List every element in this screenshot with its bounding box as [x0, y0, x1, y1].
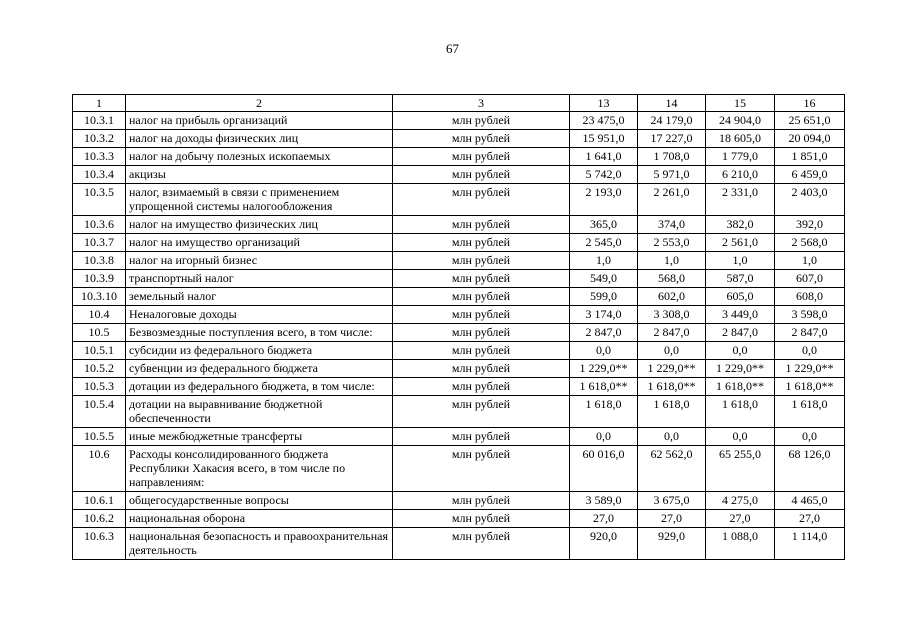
row-value: 4 465,0 — [775, 492, 845, 510]
row-value: 0,0 — [570, 428, 638, 446]
row-name: национальная оборона — [126, 510, 393, 528]
row-unit: млн рублей — [393, 360, 570, 378]
page-number: 67 — [446, 41, 459, 56]
row-value: 0,0 — [570, 342, 638, 360]
row-value: 2 403,0 — [775, 184, 845, 216]
row-code: 10.3.6 — [73, 216, 126, 234]
row-name: налог на имущество физических лиц — [126, 216, 393, 234]
column-header: 13 — [570, 95, 638, 112]
row-value: 27,0 — [638, 510, 706, 528]
table-row — [73, 510, 845, 528]
header-row — [73, 95, 845, 112]
row-name: транспортный налог — [126, 270, 393, 288]
row-value: 929,0 — [638, 528, 706, 560]
row-value: 1 088,0 — [706, 528, 775, 560]
row-code: 10.3.3 — [73, 148, 126, 166]
row-value: 382,0 — [706, 216, 775, 234]
row-code: 10.3.10 — [73, 288, 126, 306]
row-value: 68 126,0 — [775, 446, 845, 492]
row-unit: млн рублей — [393, 492, 570, 510]
row-code: 10.6.3 — [73, 528, 126, 560]
row-unit: млн рублей — [393, 270, 570, 288]
row-value: 1 618,0** — [570, 378, 638, 396]
row-value: 65 255,0 — [706, 446, 775, 492]
row-value: 6 210,0 — [706, 166, 775, 184]
column-header: 3 — [393, 95, 570, 112]
table-row — [73, 288, 845, 306]
row-value: 605,0 — [706, 288, 775, 306]
row-value: 365,0 — [570, 216, 638, 234]
row-value: 602,0 — [638, 288, 706, 306]
row-value: 3 449,0 — [706, 306, 775, 324]
row-name: налог на игорный бизнес — [126, 252, 393, 270]
table-row — [73, 492, 845, 510]
row-value: 17 227,0 — [638, 130, 706, 148]
row-code: 10.3.8 — [73, 252, 126, 270]
row-code: 10.5.3 — [73, 378, 126, 396]
row-value: 2 261,0 — [638, 184, 706, 216]
row-value: 18 605,0 — [706, 130, 775, 148]
row-value: 2 847,0 — [775, 324, 845, 342]
row-value: 5 742,0 — [570, 166, 638, 184]
table-row — [73, 342, 845, 360]
row-value: 2 545,0 — [570, 234, 638, 252]
row-value: 1 618,0** — [706, 378, 775, 396]
row-value: 2 553,0 — [638, 234, 706, 252]
row-value: 549,0 — [570, 270, 638, 288]
row-value: 2 568,0 — [775, 234, 845, 252]
row-code: 10.5 — [73, 324, 126, 342]
row-name: дотации на выравнивание бюджетной обеспеченности — [126, 396, 393, 428]
row-unit: млн рублей — [393, 528, 570, 560]
row-value: 1 618,0 — [638, 396, 706, 428]
row-name: субсидии из федерального бюджета — [126, 342, 393, 360]
row-unit: млн рублей — [393, 216, 570, 234]
table-row — [73, 360, 845, 378]
table-row — [73, 130, 845, 148]
row-name: акцизы — [126, 166, 393, 184]
row-name: налог на имущество организаций — [126, 234, 393, 252]
row-code: 10.5.2 — [73, 360, 126, 378]
row-unit: млн рублей — [393, 166, 570, 184]
row-name: земельный налог — [126, 288, 393, 306]
row-value: 1,0 — [570, 252, 638, 270]
row-unit: млн рублей — [393, 306, 570, 324]
row-unit: млн рублей — [393, 288, 570, 306]
row-unit: млн рублей — [393, 112, 570, 130]
row-name: общегосударственные вопросы — [126, 492, 393, 510]
row-value: 1 618,0 — [775, 396, 845, 428]
row-value: 23 475,0 — [570, 112, 638, 130]
row-value: 27,0 — [570, 510, 638, 528]
row-value: 920,0 — [570, 528, 638, 560]
column-header: 1 — [73, 95, 126, 112]
row-value: 2 331,0 — [706, 184, 775, 216]
row-value: 374,0 — [638, 216, 706, 234]
row-name: Неналоговые доходы — [126, 306, 393, 324]
row-code: 10.3.5 — [73, 184, 126, 216]
row-unit: млн рублей — [393, 378, 570, 396]
row-value: 3 675,0 — [638, 492, 706, 510]
table-row — [73, 166, 845, 184]
row-unit: млн рублей — [393, 342, 570, 360]
row-value: 1 229,0** — [775, 360, 845, 378]
row-value: 1 779,0 — [706, 148, 775, 166]
row-name: иные межбюджетные трансферты — [126, 428, 393, 446]
row-value: 1 618,0** — [775, 378, 845, 396]
row-value: 1,0 — [775, 252, 845, 270]
row-name: налог на добычу полезных ископаемых — [126, 148, 393, 166]
column-header: 16 — [775, 95, 845, 112]
row-unit: млн рублей — [393, 130, 570, 148]
row-value: 62 562,0 — [638, 446, 706, 492]
row-code: 10.5.1 — [73, 342, 126, 360]
row-code: 10.3.4 — [73, 166, 126, 184]
row-value: 0,0 — [706, 342, 775, 360]
row-value: 1 618,0 — [706, 396, 775, 428]
table-row — [73, 184, 845, 216]
table-body — [73, 112, 845, 560]
row-code: 10.6.1 — [73, 492, 126, 510]
row-unit: млн рублей — [393, 252, 570, 270]
table-row — [73, 216, 845, 234]
row-value: 2 193,0 — [570, 184, 638, 216]
row-name: налог на доходы физических лиц — [126, 130, 393, 148]
row-unit: млн рублей — [393, 148, 570, 166]
row-value: 587,0 — [706, 270, 775, 288]
row-value: 3 308,0 — [638, 306, 706, 324]
row-value: 1 229,0** — [570, 360, 638, 378]
row-value: 1 618,0 — [570, 396, 638, 428]
row-code: 10.4 — [73, 306, 126, 324]
row-value: 607,0 — [775, 270, 845, 288]
table-row — [73, 234, 845, 252]
row-unit: млн рублей — [393, 184, 570, 216]
row-unit: млн рублей — [393, 510, 570, 528]
row-name: субвенции из федерального бюджета — [126, 360, 393, 378]
row-value: 3 598,0 — [775, 306, 845, 324]
row-value: 1 229,0** — [706, 360, 775, 378]
table-row — [73, 396, 845, 428]
row-unit: млн рублей — [393, 324, 570, 342]
row-value: 0,0 — [706, 428, 775, 446]
table-row — [73, 148, 845, 166]
row-unit: млн рублей — [393, 396, 570, 428]
row-value: 568,0 — [638, 270, 706, 288]
row-value: 15 951,0 — [570, 130, 638, 148]
row-value: 20 094,0 — [775, 130, 845, 148]
row-value: 24 904,0 — [706, 112, 775, 130]
column-header: 15 — [706, 95, 775, 112]
row-value: 1,0 — [638, 252, 706, 270]
row-value: 5 971,0 — [638, 166, 706, 184]
row-value: 2 847,0 — [638, 324, 706, 342]
row-value: 392,0 — [775, 216, 845, 234]
row-code: 10.5.4 — [73, 396, 126, 428]
row-value: 0,0 — [775, 342, 845, 360]
row-name: Безвозмездные поступления всего, в том числе: — [126, 324, 393, 342]
row-value: 25 651,0 — [775, 112, 845, 130]
row-code: 10.3.2 — [73, 130, 126, 148]
row-value: 3 174,0 — [570, 306, 638, 324]
row-code: 10.3.7 — [73, 234, 126, 252]
row-value: 0,0 — [638, 342, 706, 360]
row-value: 4 275,0 — [706, 492, 775, 510]
row-value: 27,0 — [706, 510, 775, 528]
row-value: 1,0 — [706, 252, 775, 270]
row-value: 1 708,0 — [638, 148, 706, 166]
column-header: 2 — [126, 95, 393, 112]
row-value: 3 589,0 — [570, 492, 638, 510]
row-value: 2 847,0 — [570, 324, 638, 342]
row-code: 10.6.2 — [73, 510, 126, 528]
row-name: налог на прибыль организаций — [126, 112, 393, 130]
row-value: 1 851,0 — [775, 148, 845, 166]
column-header: 14 — [638, 95, 706, 112]
row-value: 0,0 — [638, 428, 706, 446]
row-name: Расходы консолидированного бюджета Республики Хакасия всего, в том числе по направлениям: — [126, 446, 393, 492]
table-row — [73, 112, 845, 130]
table-row — [73, 324, 845, 342]
row-value: 60 016,0 — [570, 446, 638, 492]
row-unit: млн рублей — [393, 446, 570, 492]
row-value: 1 229,0** — [638, 360, 706, 378]
row-code: 10.3.9 — [73, 270, 126, 288]
row-value: 24 179,0 — [638, 112, 706, 130]
row-code: 10.5.5 — [73, 428, 126, 446]
table-row — [73, 252, 845, 270]
row-value: 608,0 — [775, 288, 845, 306]
row-value: 2 847,0 — [706, 324, 775, 342]
row-name: национальная безопасность и правоохранительная деятельность — [126, 528, 393, 560]
row-value: 27,0 — [775, 510, 845, 528]
row-code: 10.6 — [73, 446, 126, 492]
row-value: 1 641,0 — [570, 148, 638, 166]
indicators-table — [72, 94, 845, 560]
row-value: 2 561,0 — [706, 234, 775, 252]
table-row — [73, 270, 845, 288]
table-row — [73, 528, 845, 560]
table-row — [73, 428, 845, 446]
row-value: 1 618,0** — [638, 378, 706, 396]
row-value: 1 114,0 — [775, 528, 845, 560]
row-code: 10.3.1 — [73, 112, 126, 130]
row-unit: млн рублей — [393, 234, 570, 252]
table-row — [73, 446, 845, 492]
row-value: 0,0 — [775, 428, 845, 446]
row-value: 599,0 — [570, 288, 638, 306]
row-unit: млн рублей — [393, 428, 570, 446]
table-row — [73, 306, 845, 324]
row-name: налог, взимаемый в связи с применением упрощенной системы налогообложения — [126, 184, 393, 216]
row-value: 6 459,0 — [775, 166, 845, 184]
table-row — [73, 378, 845, 396]
row-name: дотации из федерального бюджета, в том числе: — [126, 378, 393, 396]
